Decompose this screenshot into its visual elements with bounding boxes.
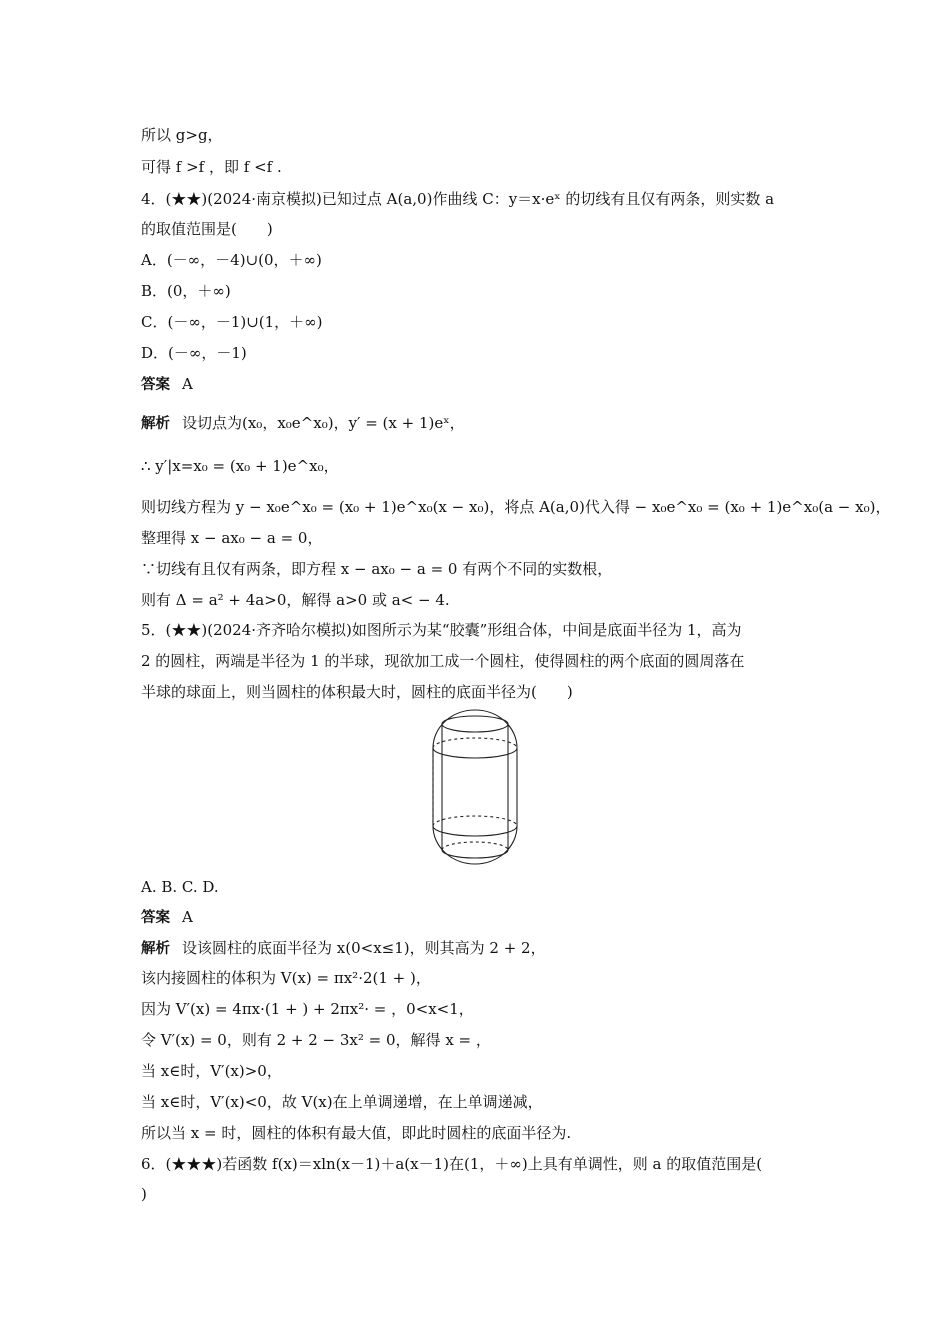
answer-line [141,906,821,929]
option-b: B．(0，＋∞) [141,282,231,300]
text-line: ∵切线有且仅有两条，即方程 x − ax₀ − a = 0 有两个不同的实数根， [141,560,613,578]
answer-line [141,373,821,396]
analysis-label: 解析 [141,416,170,432]
question-4-stem-cont: 的取值范围是( ) [141,220,273,238]
text-line: 所以 g>g， [141,126,223,144]
analysis-line [141,412,821,435]
text-line: 当 x∈时，V′(x)>0， [141,1062,282,1080]
answer-label: 答案 [141,910,170,926]
question-5-stem-cont: 2 的圆柱，两端是半径为 1 的半球，现欲加工成一个圆柱，使得圆柱的两个底面的圆周落在 [141,652,745,670]
text-line: ∴ y′|x=x₀ = (x₀ + 1)e^x₀， [141,457,339,475]
text-line: 则切线方程为 y − x₀e^x₀ = (x₀ + 1)e^x₀(x − x₀)，将点 A(a,0)代入得 − x₀e^x₀ = (x₀ + 1)e^x₀(a − x₀)， [141,498,891,516]
question-4-stem: 4．(★★)(2024·南京模拟)已知过点 A(a,0)作曲线 C：y＝x·eˣ 的切线有且仅有两条，则实数 a [141,190,775,208]
text-line: 令 V′(x) = 0，则有 2 + 2 − 3x² = 0，解得 x = ， [141,1031,491,1049]
answer-value: A [182,375,193,393]
option-c: C．(－∞，－1)∪(1，＋∞) [141,313,323,331]
text-line: 可得 f >f ，即 f <f . [141,158,282,176]
answer-label: 答案 [141,377,170,393]
text-line: 当 x∈时，V′(x)<0，故 V(x)在上单调递增，在上单调递减， [141,1093,543,1111]
option-a: A．(－∞，－4)∪(0，＋∞) [141,251,322,269]
text-line: 则有 Δ = a² + 4a>0，解得 a>0 或 a< − 4. [141,591,450,609]
question-5-stem: 5．(★★)(2024·齐齐哈尔模拟)如图所示为某“胶囊”形组合体，中间是底面半径为 1，高为 [141,621,742,639]
question-6-stem: 6．(★★★)若函数 f(x)＝xln(x－1)＋a(x－1)在(1，＋∞)上具有单调性，则 a 的取值范围是( [141,1155,763,1173]
options-line: A. B. C. D. [141,878,219,896]
capsule-figure [430,708,520,868]
analysis-label: 解析 [141,941,170,957]
option-d: D．(－∞，－1) [141,344,247,362]
analysis-text: 设该圆柱的底面半径为 x(0<x≤1)，则其高为 2 + 2， [182,939,546,957]
text-line: 整理得 x − ax₀ − a = 0， [141,529,323,547]
text-line: 因为 V′(x) = 4πx·(1 + ) + 2πx²· = ，0<x<1， [141,1000,474,1018]
analysis-line [141,937,821,960]
text-line: 该内接圆柱的体积为 V(x) = πx²·2(1 + )， [141,969,431,987]
answer-value: A [182,908,193,926]
analysis-text: 设切点为(x₀，x₀e^x₀)，y′ = (x + 1)eˣ， [182,414,465,432]
question-6-stem-cont: ) [141,1185,147,1203]
text-line: 所以当 x = 时，圆柱的体积有最大值，即此时圆柱的底面半径为. [141,1124,572,1142]
question-5-stem-cont: 半球的球面上，则当圆柱的体积最大时，圆柱的底面半径为( ) [141,683,573,701]
